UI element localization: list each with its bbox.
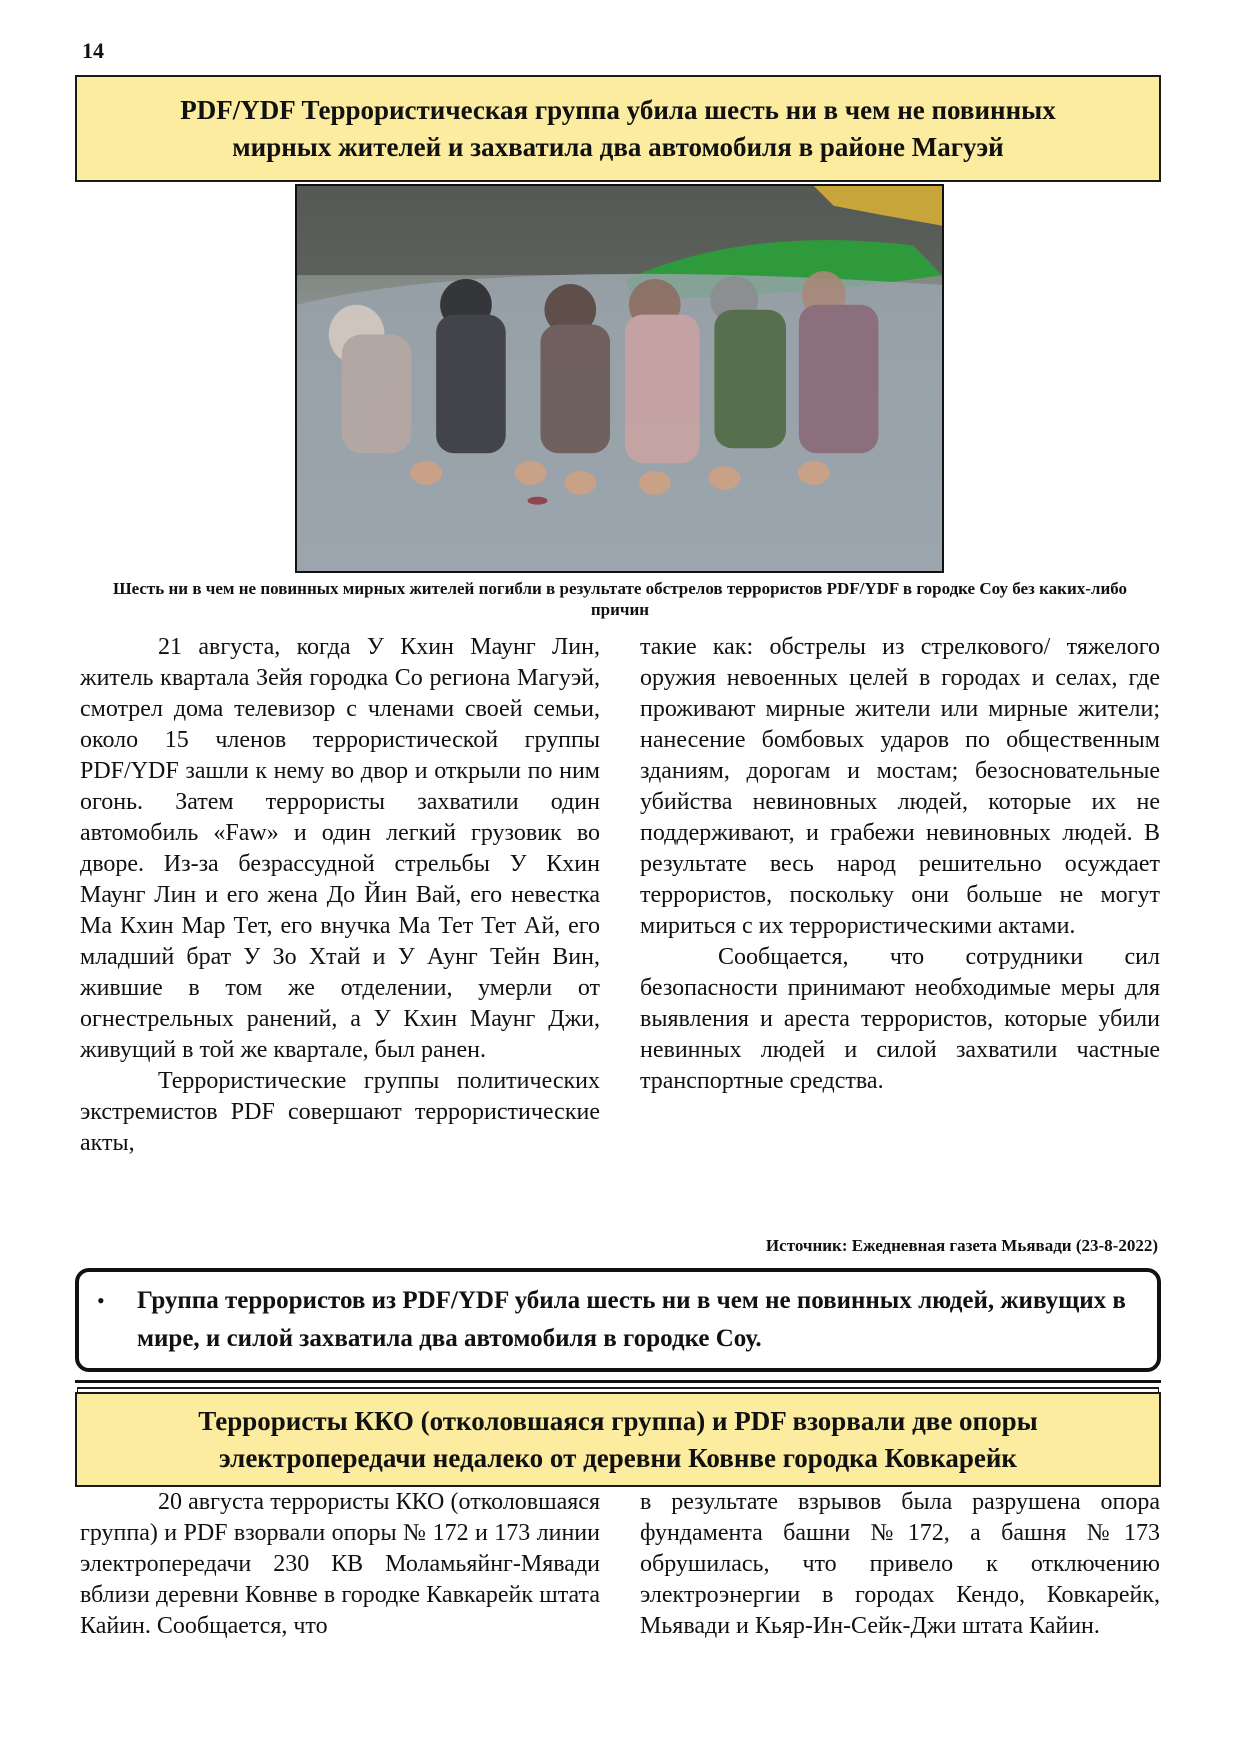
- article1-paragraph: Сообщается, что сотрудники сил безопасности принимают необходимые меры для выявления и ареста террористов, которые убили невинных людей и силой захватили частные транспортные средства.: [640, 944, 1160, 1094]
- article1-paragraph: такие как: обстрелы из стрелкового/ тяжелого оружия невоенных целей в городах и селах, где проживают мирные жители или мирные жители; нанесение бомбовых ударов по общественным зданиям, дорогам и мостам; безосновательные убийства невиновных людей, которые их не поддерживают, и грабежи невиновных людей. В результате весь народ решительно осуждает террористов, поскольку они больше не могут мириться с их террористическими актами.: [640, 634, 1160, 939]
- article1-column-right: [640, 632, 1160, 1097]
- article1-column-left: [80, 632, 600, 1159]
- article1-paragraph: 21 августа, когда У Кхин Маунг Лин, житель квартала Зейя городка Со региона Магуэй, смотрел дома телевизор с членами своей семьи, около 15 членов террористической группы PDF/YDF зашли к нему во двор и открыли по ним огонь. Затем террористы захватили один автомобиль «Faw» и один легкий грузовик во дворе. Из-за безрассудной стрельбы У Кхин Маунг Лин и его жена До Йин Вай, его невестка Ма Кхин Мар Тет, его внучка Ма Тет Тет Ай, его младший брат У Зо Хтай и У Аунг Тейн Вин, жившие в том же отделении, умерли от огнестрельных ранений, а У Кхин Маунг Джи, живущий в той же квартале, был ранен.: [80, 634, 600, 1063]
- article2-paragraph: в результате взрывов была разрушена опора фундамента башни №172, а башня №173 обрушилась, что привело к отключению электроэнергии в городах Кендо, Ковкарейк, Мьявади и Кьяр-Ин-Сейк-Джи штата Кайин.: [640, 1489, 1160, 1639]
- section-divider: [75, 1380, 1161, 1383]
- bullet-icon: •: [97, 1288, 105, 1313]
- article2-headline-line2: электропередачи недалеко от деревни Ковнве городка Ковкарейк: [219, 1442, 1017, 1473]
- summary-text: Группа террористов из PDF/YDF убила шесть ни в чем не повинных людей, живущих в мире, и силой захватила два автомобиля в городке Соу.: [137, 1287, 1126, 1352]
- article1-photo: [295, 184, 944, 573]
- photo-illustration: [297, 186, 942, 571]
- article1-source: Источник: Ежедневная газета Мьявади (23-8-2022): [765, 1236, 1158, 1255]
- page-number: 14: [82, 38, 104, 63]
- article2-paragraph: 20 августа террористы ККО (отколовшаяся группа) и PDF взорвали опоры № 172 и 173 линии электропередачи 230 КВ Моламьяйнг-Мявади вблизи деревни Ковнве в городке Кавкарейк штата Кайин. Сообщается, что: [80, 1489, 600, 1639]
- article1-headline-line2: мирных жителей и захватила два автомобиля в районе Магуэй: [232, 131, 1004, 162]
- article2-column-left: [80, 1487, 600, 1642]
- article1-photo-caption: Шесть ни в чем не повинных мирных жителей погибли в результате обстрелов террористов PDF/YDF в городке Соу без каких-либо причин: [112, 579, 1128, 619]
- article2-headline: [75, 1392, 1161, 1487]
- article1-paragraph: Террористические группы политических экстремистов PDF совершают террористические акты,: [80, 1068, 600, 1156]
- article1-headline: [75, 75, 1161, 182]
- summary-box: [75, 1268, 1161, 1372]
- article2-headline-line1: Террористы ККО (отколовшаяся группа) и PDF взорвали две опоры: [198, 1405, 1038, 1436]
- article1-headline-line1: PDF/YDF Террористическая группа убила шесть ни в чем не повинных: [180, 94, 1056, 125]
- article2-column-right: [640, 1487, 1160, 1642]
